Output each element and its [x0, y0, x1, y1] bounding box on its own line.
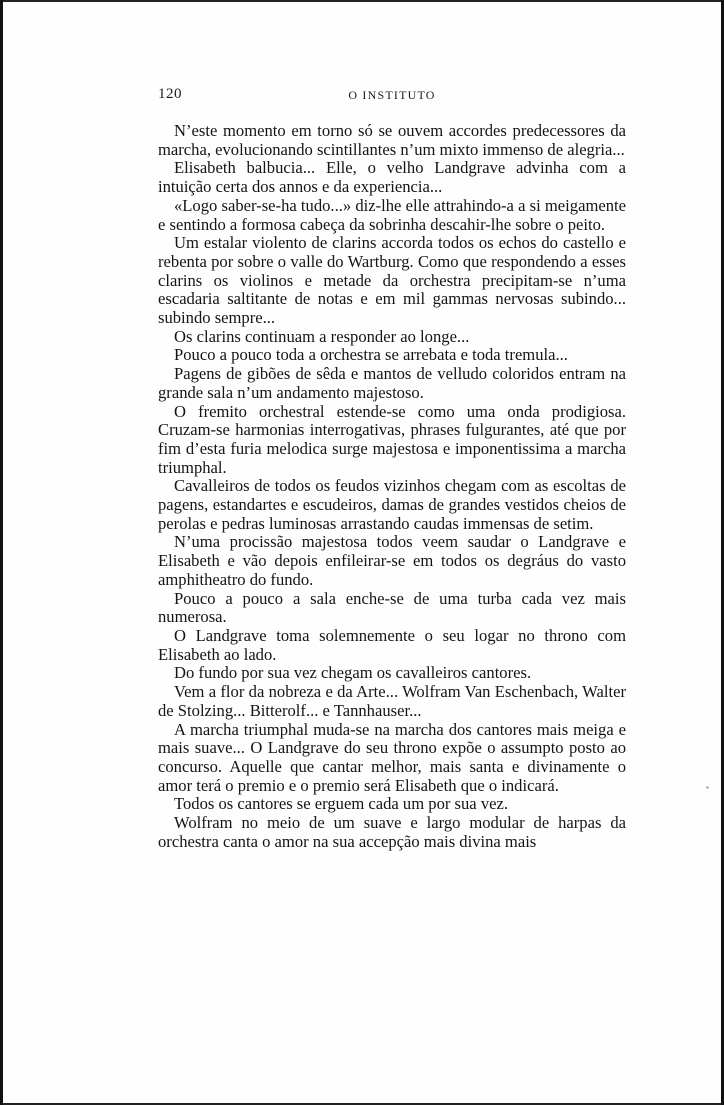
paragraph: Do fundo por sua vez chegam os cavalleiros cantores. [174, 663, 532, 683]
running-title: O INSTITUTO [348, 88, 436, 102]
paragraph: Elisabeth balbucia... Elle, o velho Landgrave advinha com a intuição certa dos annos e da experiencia... [158, 158, 626, 197]
paragraph: «Logo saber-se-ha tudo...» diz-lhe elle attrahindo-a a si meigamente e sentindo a formosa cabeça da sobrinha descahir-lhe sobre o peito. [158, 195, 626, 234]
paragraph: Pouco a pouco toda a orchestra se arrebata e toda tremula... [174, 345, 568, 365]
paragraph: O fremito orchestral estende-se como uma onda prodigiosa. Cruzam-se harmonias interrogativas, phrases fulgurantes, até que por fim d’esta furia melodica surge majestosa e imponentissima a marcha triumphal. [158, 401, 626, 477]
paragraph: A marcha triumphal muda-se na marcha dos cantores mais meiga e mais suave... O Landgrave do seu throno expõe o assumpto posto ao concurso. Aquelle que cantar melhor, mais santa e divinamente o amor terá o premio e o premio será Elisabeth que o indicará. [158, 719, 626, 795]
paragraph: Um estalar violento de clarins accorda todos os echos do castello e rebenta por sobre o valle do Wartburg. Como que respondendo a esses clarins os violinos e metade da orchestra precipitam-se n’uma escadaria saltitante de notas e em mil gammas nervosas subindo... subindo sempre... [158, 233, 626, 328]
paragraph: O Landgrave toma solemnemente o seu logar no throno com Elisabeth ao lado. [158, 625, 626, 664]
scan-border-left [0, 0, 3, 1105]
paragraph: N’este momento em torno só se ouvem accordes predecessores da marcha, evolucionando scintillantes n’um mixto immenso de alegria... [158, 121, 626, 159]
paragraph: Pagens de gibões de sêda e mantos de velludo coloridos entram na grande sala n’um andamento majestoso. [158, 364, 626, 402]
paragraph: Pouco a pouco a sala enche-se de uma turba cada vez mais numerosa. [158, 588, 626, 627]
paragraph: Cavalleiros de todos os feudos vizinhos chegam com as escoltas de pagens, estandartes e escudeiros, damas de grandes vestidos cheios de perolas e pedras luminosas arrastando caudas immensas de setim. [158, 476, 626, 533]
body-text [158, 122, 626, 851]
scan-border-top [0, 0, 724, 2]
page-number: 120 [158, 86, 182, 102]
paragraph: Todos os cantores se erguem cada um por sua vez. [174, 794, 508, 814]
paragraph: Wolfram no meio de um suave e largo modular de harpas da orchestra canta o amor na sua accepção mais divina mais [158, 813, 626, 851]
page-header [158, 86, 626, 110]
scan-speck [706, 786, 709, 789]
paragraph: Vem a flor da nobreza e da Arte... Wolfram Van Eschenbach, Walter de Stolzing... Bitterolf... e Tannhauser... [158, 682, 626, 720]
paragraph: N’uma procissão majestosa todos veem saudar o Landgrave e Elisabeth e vão depois enfileirar-se em todos os degráus do vasto amphitheatro do fundo. [158, 532, 626, 589]
paragraph: Os clarins continuam a responder ao longe... [174, 326, 470, 346]
